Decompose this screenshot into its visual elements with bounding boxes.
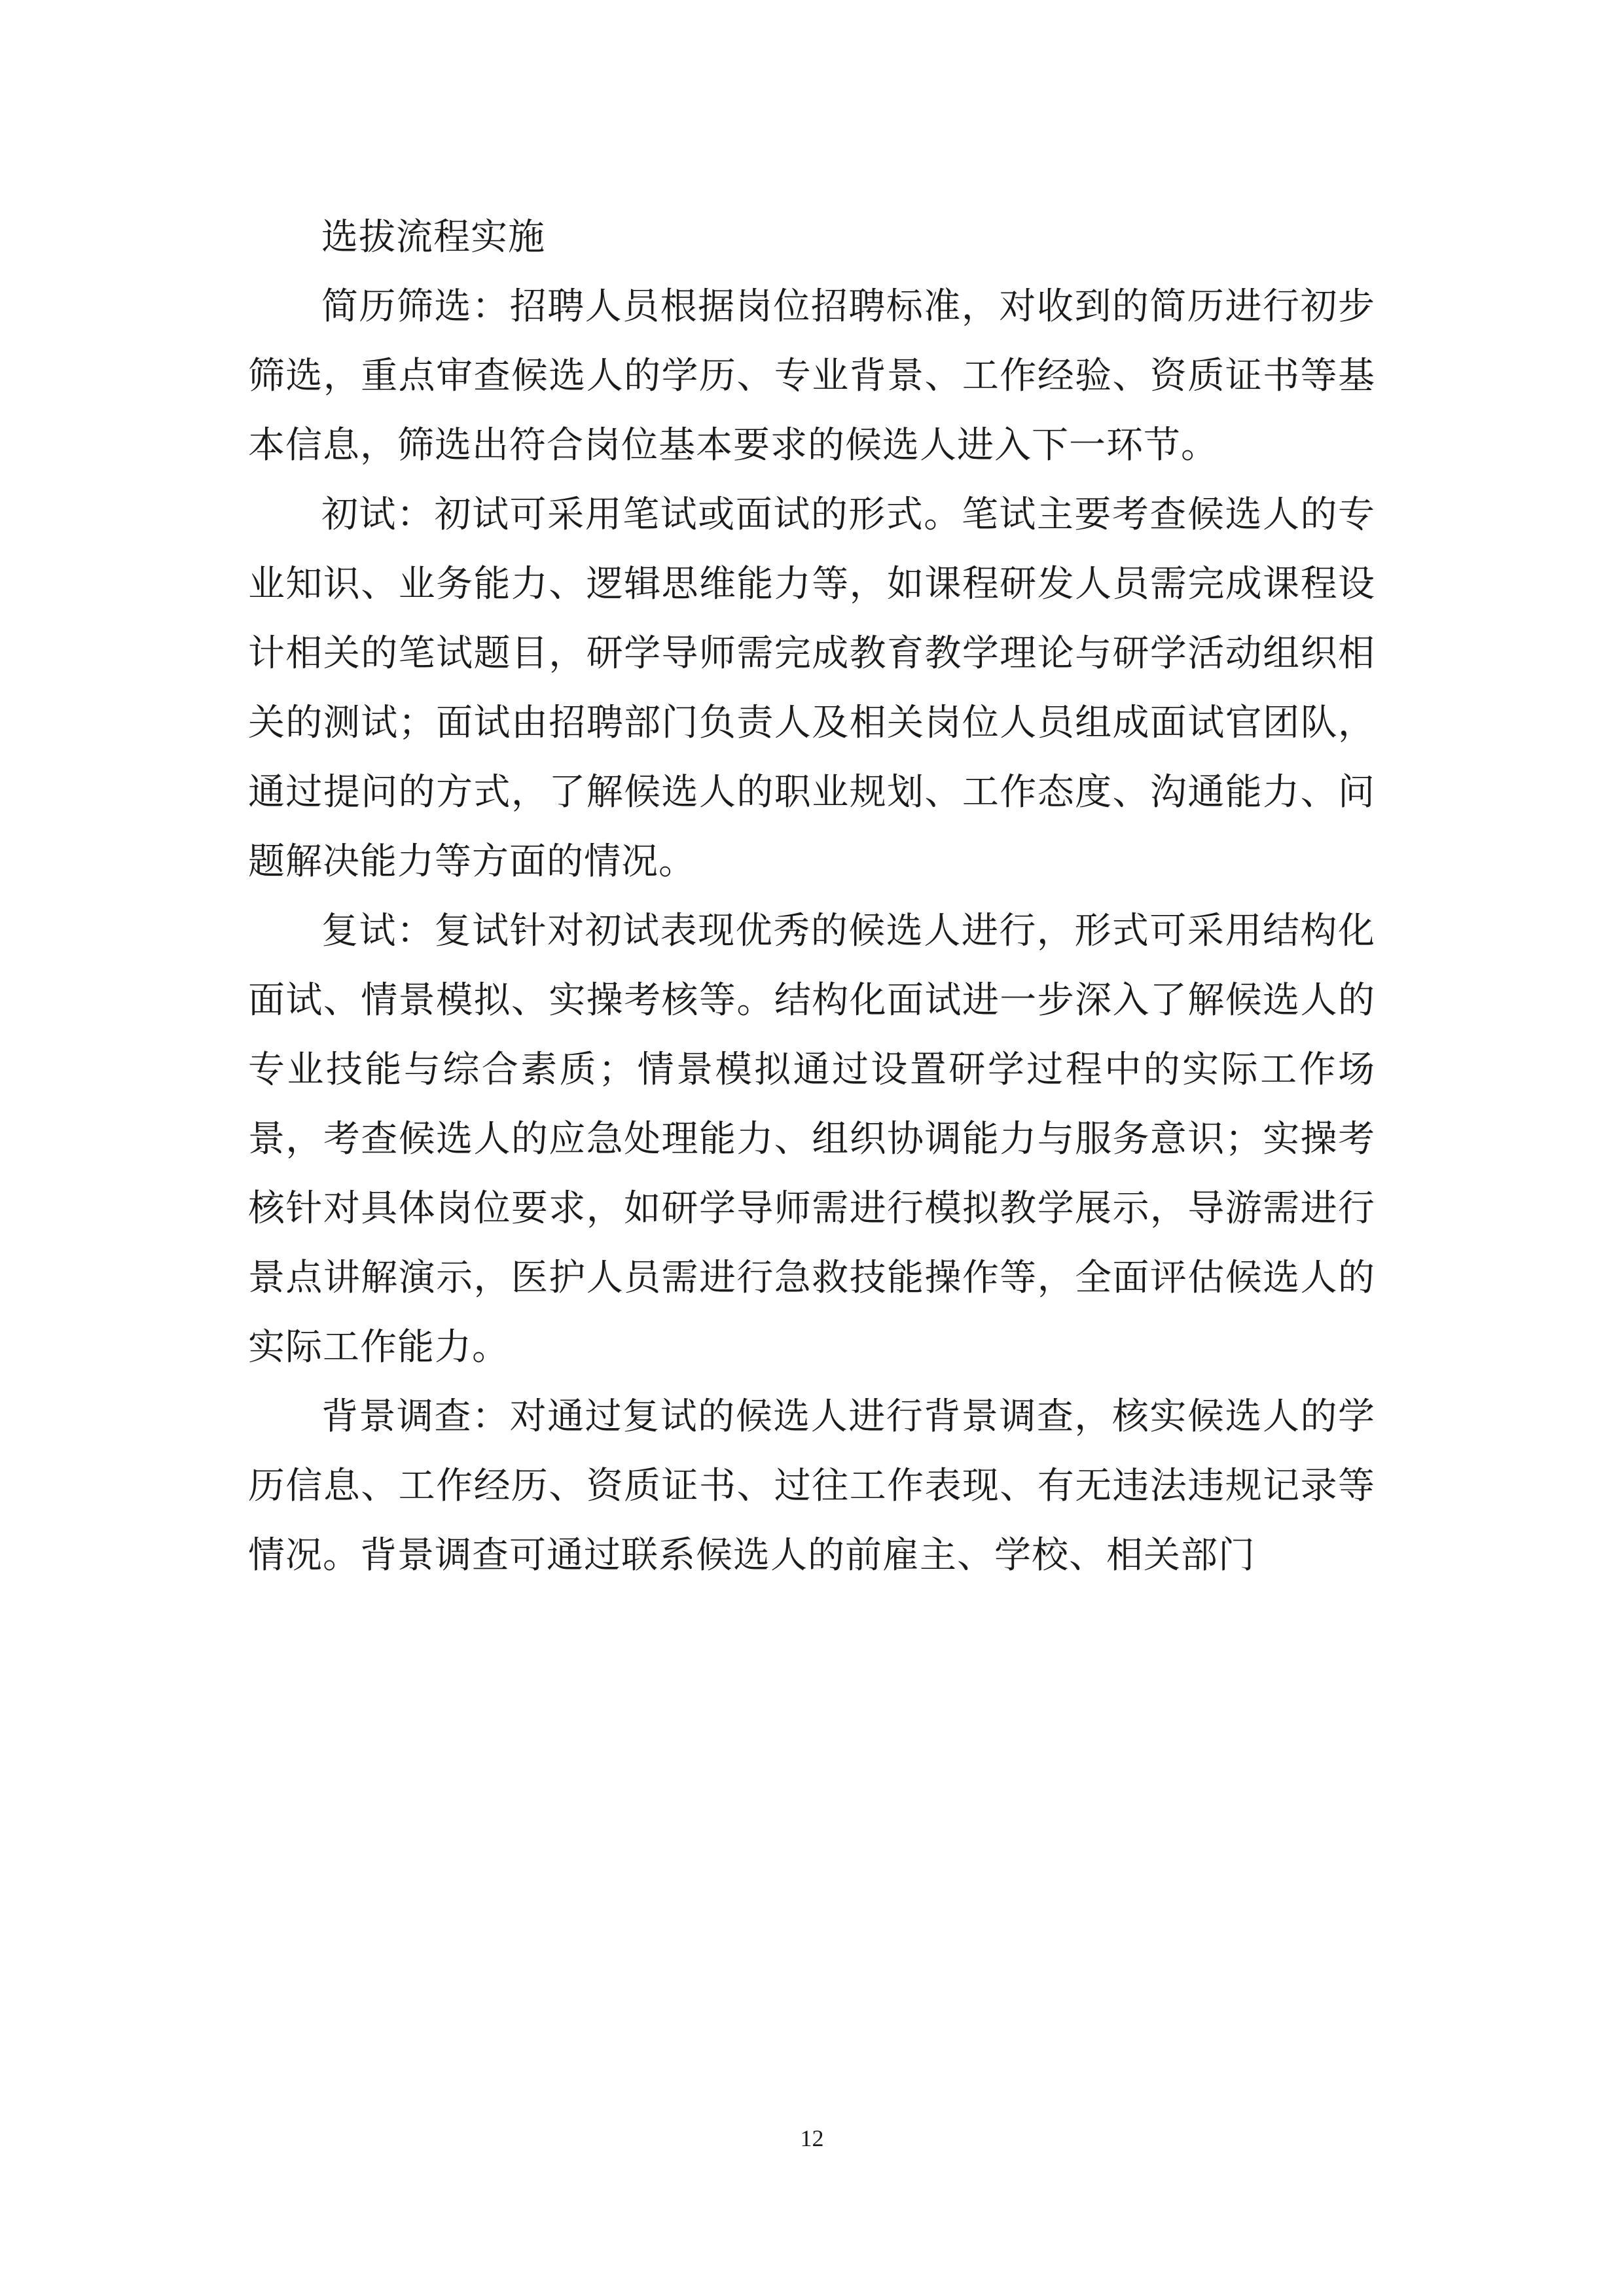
page-number: 12: [800, 2125, 824, 2151]
paragraph-second-interview: 复试：复试针对初试表现优秀的候选人进行，形式可采用结构化面试、情景模拟、实操考核等。结构化面试进一步深入了解候选人的专业技能与综合素质；情景模拟通过设置研学过程中的实际工作场景，考查候选人的应急处理能力、组织协调能力与服务意识；实操考核针对具体岗位要求，如研学导师需进行模拟教学展示，导游需进行景点讲解演示，医护人员需进行急救技能操作等，全面评估候选人的实际工作能力。: [248, 910, 1375, 1369]
paragraph-first-interview: 初试：初试可采用笔试或面试的形式。笔试主要考查候选人的专业知识、业务能力、逻辑思维能力等，如课程研发人员需完成课程设计相关的笔试题目，研学导师需完成教育教学理论与研学活动组织相关的测试；面试由招聘部门负责人及相关岗位人员组成面试官团队，通过提问的方式，了解候选人的职业规划、工作态度、沟通能力、问题解决能力等方面的情况。: [248, 493, 1375, 883]
paragraph-background-check: 背景调查：对通过复试的候选人进行背景调查，核实候选人的学历信息、工作经历、资质证书、过往工作表现、有无违法违规记录等情况。背景调查可通过联系候选人的前雇主、学校、相关部门: [248, 1395, 1375, 1577]
page-content: [248, 203, 1375, 1590]
section-heading: 选拔流程实施: [321, 216, 545, 259]
paragraph-resume-screening: 简历筛选：招聘人员根据岗位招聘标准，对收到的简历进行初步筛选，重点审查候选人的学历、专业背景、工作经验、资质证书等基本信息，筛选出符合岗位基本要求的候选人进入下一环节。: [248, 285, 1375, 467]
